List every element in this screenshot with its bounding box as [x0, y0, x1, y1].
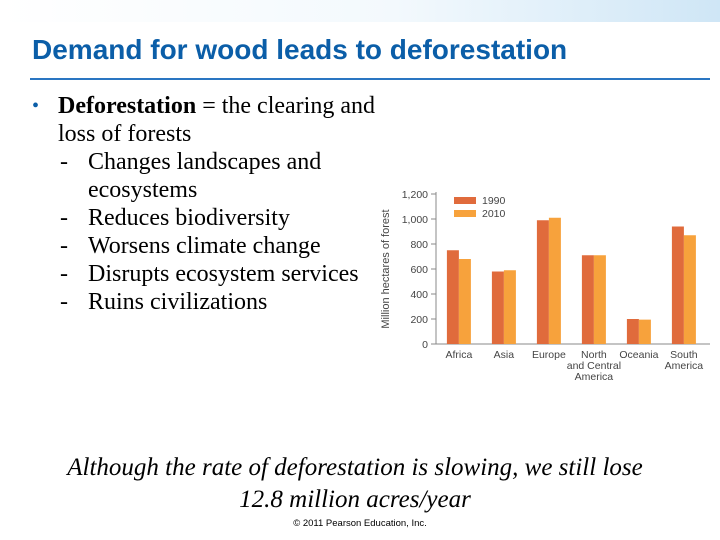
- bar-1990-0: [447, 250, 459, 344]
- x-tick-label: Africa: [445, 349, 473, 361]
- bullet-definition: = the clearing and loss of forests: [58, 93, 375, 147]
- sub-bullet-text: Reduces biodiversity: [88, 205, 290, 231]
- main-bullet: [30, 92, 390, 148]
- y-tick-label: 800: [410, 239, 428, 251]
- x-tick-label: Europe: [531, 349, 566, 361]
- x-tick-label: and Central: [566, 360, 622, 372]
- x-tick-label: South: [670, 349, 698, 361]
- sub-bullet-text: Ruins civilizations: [88, 289, 268, 315]
- title-underline: [30, 78, 710, 80]
- y-tick-label: 1,200: [401, 189, 428, 201]
- forest-chart: [378, 178, 710, 390]
- x-tick-label: North: [581, 349, 607, 361]
- bar-2010-1: [504, 270, 516, 344]
- dash-icon: -: [60, 205, 68, 231]
- bullet-list: [30, 92, 390, 316]
- sub-bullet: [30, 204, 390, 232]
- forest-bar-chart: [378, 178, 710, 390]
- y-tick-label: 1,000: [401, 214, 428, 226]
- bar-2010-2: [549, 218, 561, 344]
- x-tick-label: Asia: [493, 349, 515, 361]
- dash-icon: -: [60, 261, 68, 287]
- bar-1990-4: [627, 319, 639, 344]
- sub-bullet: [30, 232, 390, 260]
- bar-1990-5: [672, 227, 684, 345]
- bullet-term: Deforestation: [58, 93, 197, 119]
- legend-swatch-2010: [454, 210, 476, 217]
- legend-label: 1990: [482, 195, 506, 207]
- bar-2010-5: [684, 235, 696, 344]
- sub-bullet: [30, 288, 390, 316]
- legend-label: 2010: [482, 208, 506, 220]
- y-axis-title: Million hectares of forest: [380, 209, 392, 329]
- y-tick-label: 200: [410, 314, 428, 326]
- sub-bullet-text: Disrupts ecosystem services: [88, 261, 359, 287]
- x-tick-label: America: [664, 360, 704, 372]
- slide-title: Demand for wood leads to deforestation: [32, 34, 568, 65]
- copyright-text: © 2011 Pearson Education, Inc.: [293, 518, 427, 529]
- x-tick-label: Oceania: [619, 349, 659, 361]
- y-tick-label: 0: [422, 339, 428, 351]
- sub-bullet-text: Worsens climate change: [88, 233, 321, 259]
- dash-icon: -: [60, 149, 68, 175]
- bullet-icon: •: [32, 95, 40, 117]
- sub-bullet-list: [30, 148, 390, 316]
- bar-2010-0: [459, 259, 471, 344]
- quote-text: Although the rate of deforestation is slowing, we still lose 12.8 million acres/year: [67, 454, 643, 513]
- x-tick-label: America: [574, 371, 614, 383]
- dash-icon: -: [60, 233, 68, 259]
- top-decorative-band: [0, 0, 720, 22]
- legend-swatch-1990: [454, 197, 476, 204]
- bar-1990-2: [537, 220, 549, 344]
- dash-icon: -: [60, 289, 68, 315]
- y-tick-label: 600: [410, 264, 428, 276]
- y-tick-label: 400: [410, 289, 428, 301]
- sub-bullet-text: Changes landscapes and ecosystems: [88, 149, 322, 203]
- bar-1990-1: [492, 272, 504, 345]
- sub-bullet: [30, 260, 390, 288]
- sub-bullet: [30, 148, 390, 204]
- bar-2010-3: [594, 255, 606, 344]
- bar-2010-4: [639, 320, 651, 344]
- bar-1990-3: [582, 255, 594, 344]
